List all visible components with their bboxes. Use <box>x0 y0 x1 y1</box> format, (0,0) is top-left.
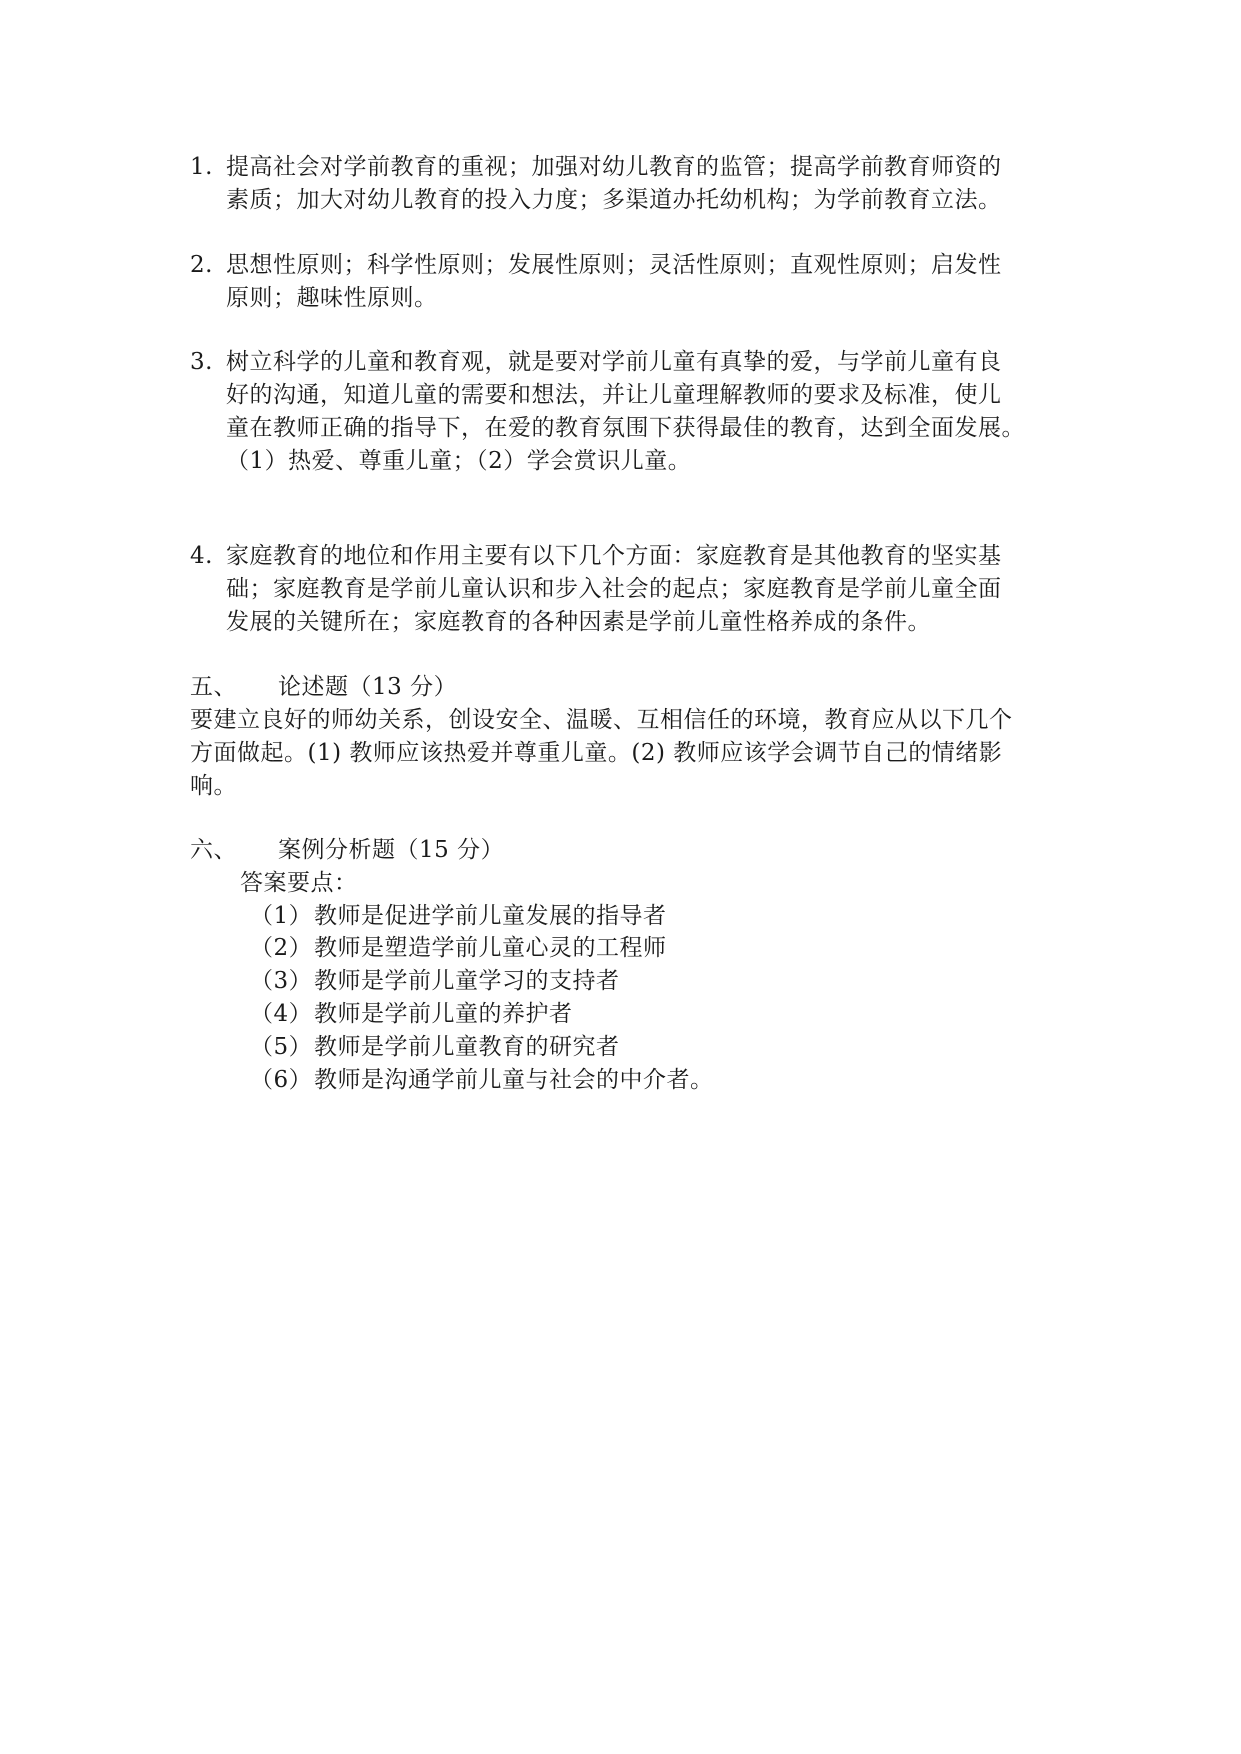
point-text: 教师是塑造学前儿童心灵的工程师 <box>314 935 667 961</box>
answer-point <box>250 1064 714 1097</box>
point-text: 教师是学前儿童教育的研究者 <box>314 1034 620 1060</box>
point-number: （2） <box>250 935 313 961</box>
answer-item-4 <box>190 540 1060 639</box>
point-text: 教师是沟通学前儿童与社会的中介者。 <box>314 1067 714 1093</box>
item-number: 2. <box>190 252 213 278</box>
section-title: 案例分析题（15 分） <box>278 837 505 863</box>
answer-item-3 <box>190 346 1060 478</box>
answer-point <box>250 932 667 965</box>
answer-item-2 <box>190 249 1060 315</box>
answer-point <box>250 900 667 933</box>
point-number: （1） <box>250 903 313 929</box>
item-line: 树立科学的儿童和教育观，就是要对学前儿童有真挚的爱，与学前儿童有良 <box>226 349 1002 375</box>
point-text: 教师是学前儿童的养护者 <box>314 1001 573 1027</box>
answer-point <box>250 998 573 1031</box>
section-title: 论述题（13 分） <box>278 674 458 700</box>
section-marker: 五、 <box>190 674 237 700</box>
item-line: （1）热爱、尊重儿童；（2）学会赏识儿童。 <box>226 448 692 474</box>
section-6-heading <box>190 834 504 867</box>
point-number: （5） <box>250 1034 313 1060</box>
item-line: 原则；趣味性原则。 <box>226 285 438 311</box>
item-line: 童在教师正确的指导下，在爱的教育氛围下获得最佳的教育，达到全面发展。 <box>226 415 1025 441</box>
point-text: 教师是学前儿童学习的支持者 <box>314 968 620 994</box>
section-5-paragraph <box>190 704 1070 803</box>
section-marker: 六、 <box>190 837 237 863</box>
answer-points-title: 答案要点： <box>240 870 358 896</box>
answer-point <box>250 1031 620 1064</box>
item-line: 发展的关键所在；家庭教育的各种因素是学前儿童性格养成的条件。 <box>226 609 931 635</box>
item-number: 1. <box>190 154 213 180</box>
point-text: 教师是促进学前儿童发展的指导者 <box>314 903 667 929</box>
item-number: 4. <box>190 543 213 569</box>
point-number: （3） <box>250 968 313 994</box>
point-number: （4） <box>250 1001 313 1027</box>
point-number: （6） <box>250 1067 313 1093</box>
answer-point <box>250 965 620 998</box>
item-line: 提高社会对学前教育的重视；加强对幼儿教育的监管；提高学前教育师资的 <box>226 154 1002 180</box>
item-line: 家庭教育的地位和作用主要有以下几个方面：家庭教育是其他教育的坚实基 <box>226 543 1002 569</box>
answer-item-1 <box>190 151 1060 217</box>
section-5-heading <box>190 671 457 704</box>
item-line: 好的沟通，知道儿童的需要和想法，并让儿童理解教师的要求及标准，使儿 <box>226 382 1002 408</box>
paragraph-line: 响。 <box>190 773 237 799</box>
item-number: 3. <box>190 349 213 375</box>
item-line: 素质；加大对幼儿教育的投入力度；多渠道办托幼机构；为学前教育立法。 <box>226 187 1002 213</box>
paragraph-line: 方面做起。(1) 教师应该热爱并尊重儿童。(2) 教师应该学会调节自己的情绪影 <box>190 740 1003 766</box>
paragraph-line: 要建立良好的师幼关系，创设安全、温暖、互相信任的环境，教育应从以下几个 <box>190 707 1013 733</box>
item-line: 思想性原则；科学性原则；发展性原则；灵活性原则；直观性原则；启发性 <box>226 252 1002 278</box>
item-line: 础；家庭教育是学前儿童认识和步入社会的起点；家庭教育是学前儿童全面 <box>226 576 1002 602</box>
